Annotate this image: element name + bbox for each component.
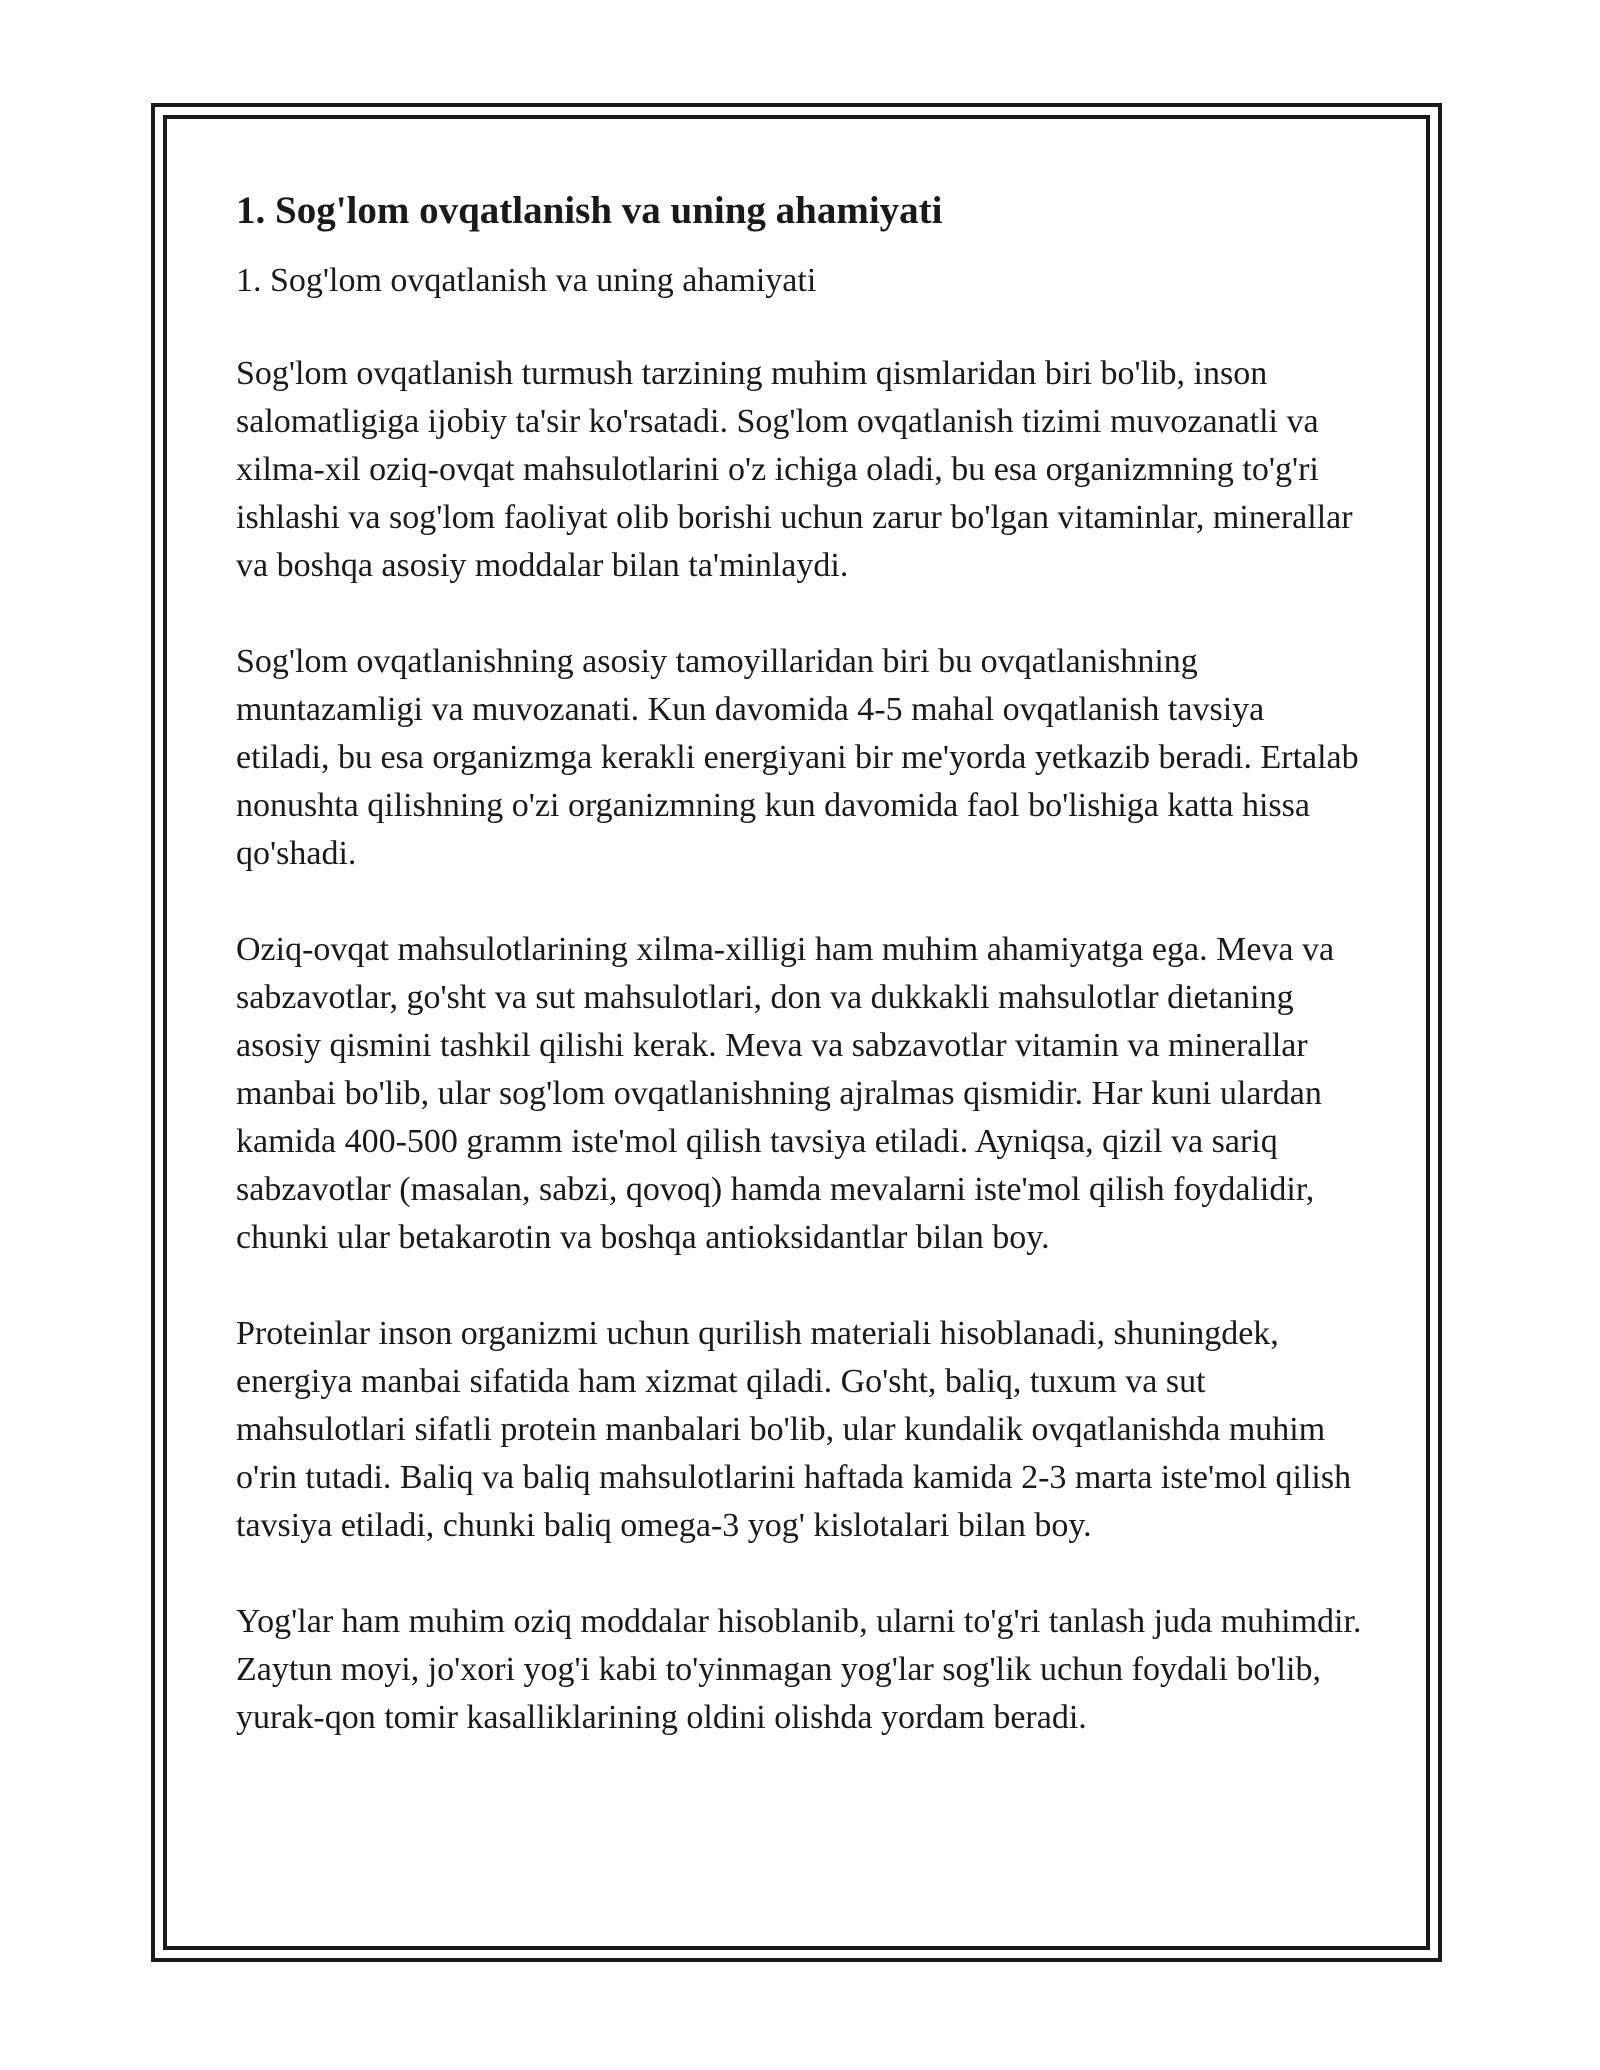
document-heading: 1. Sog'lom ovqatlanish va uning ahamiyati (236, 189, 943, 232)
paragraph: Oziq-ovqat mahsulotlarining xilma-xilligi ham muhim ahamiyatga ega. Meva va sabzavotlar, go'sht va sut mahsulotlari, don va dukkakli mahsulotlar dietaning asosiy qismini tashkil qilishi kerak. Meva va sabzavotlar vitamin va minerallar manbai bo'lib, ular sog'lom ovqatlanishning ajralmas qismidir. Har kuni ulardan kamida 400-500 gramm iste'mol qilish tavsiya etiladi. Ayniqsa, qizil va sariq sabzavotlar (masalan, sabzi, qovoq) hamda mevalarni iste'mol qilish foydalidir, chunki ular betakarotin va boshqa antioksidantlar bilan boy. (236, 930, 1335, 1256)
document-content (236, 188, 1366, 1790)
document-subtitle: 1. Sog'lom ovqatlanish va uning ahamiyati (236, 261, 817, 299)
paragraph: Sog'lom ovqatlanish turmush tarzining muhim qismlaridan biri bo'lib, inson salomatligiga ijobiy ta'sir ko'rsatadi. Sog'lom ovqatlanish tizimi muvozanatli va xilma-xil oziq-ovqat mahsulotlarini o'z ichiga oladi, bu esa organizmning to'g'ri ishlashi va sog'lom faoliyat olib borishi uchun zarur bo'lgan vitaminlar, minerallar va boshqa asosiy moddalar bilan ta'minlaydi. (236, 354, 1353, 584)
paragraph: Sog'lom ovqatlanishning asosiy tamoyillaridan biri bu ovqatlanishning muntazamligi va muvozanati. Kun davomida 4-5 mahal ovqatlanish tavsiya etiladi, bu esa organizmga kerakli energiyani bir me'yorda yetkazib beradi. Ertalab nonushta qilishning o'zi organizmning kun davomida faol bo'lishiga katta hissa qo'shadi. (236, 642, 1359, 872)
paragraph: Yog'lar ham muhim oziq moddalar hisoblanib, ularni to'g'ri tanlash juda muhimdir. Zaytun moyi, jo'xori yog'i kabi to'yinmagan yog'lar sog'lik uchun foydali bo'lib, yurak-qon tomir kasalliklarining oldini olishda yordam beradi. (236, 1602, 1362, 1736)
paragraph: Proteinlar inson organizmi uchun qurilish materiali hisoblanadi, shuningdek, energiya manbai sifatida ham xizmat qiladi. Go'sht, baliq, tuxum va sut mahsulotlari sifatli protein manbalari bo'lib, ular kundalik ovqatlanishda muhim o'rin tutadi. Baliq va baliq mahsulotlarini haftada kamida 2-3 marta iste'mol qilish tavsiya etiladi, chunki baliq omega-3 yog' kislotalari bilan boy. (236, 1314, 1352, 1544)
